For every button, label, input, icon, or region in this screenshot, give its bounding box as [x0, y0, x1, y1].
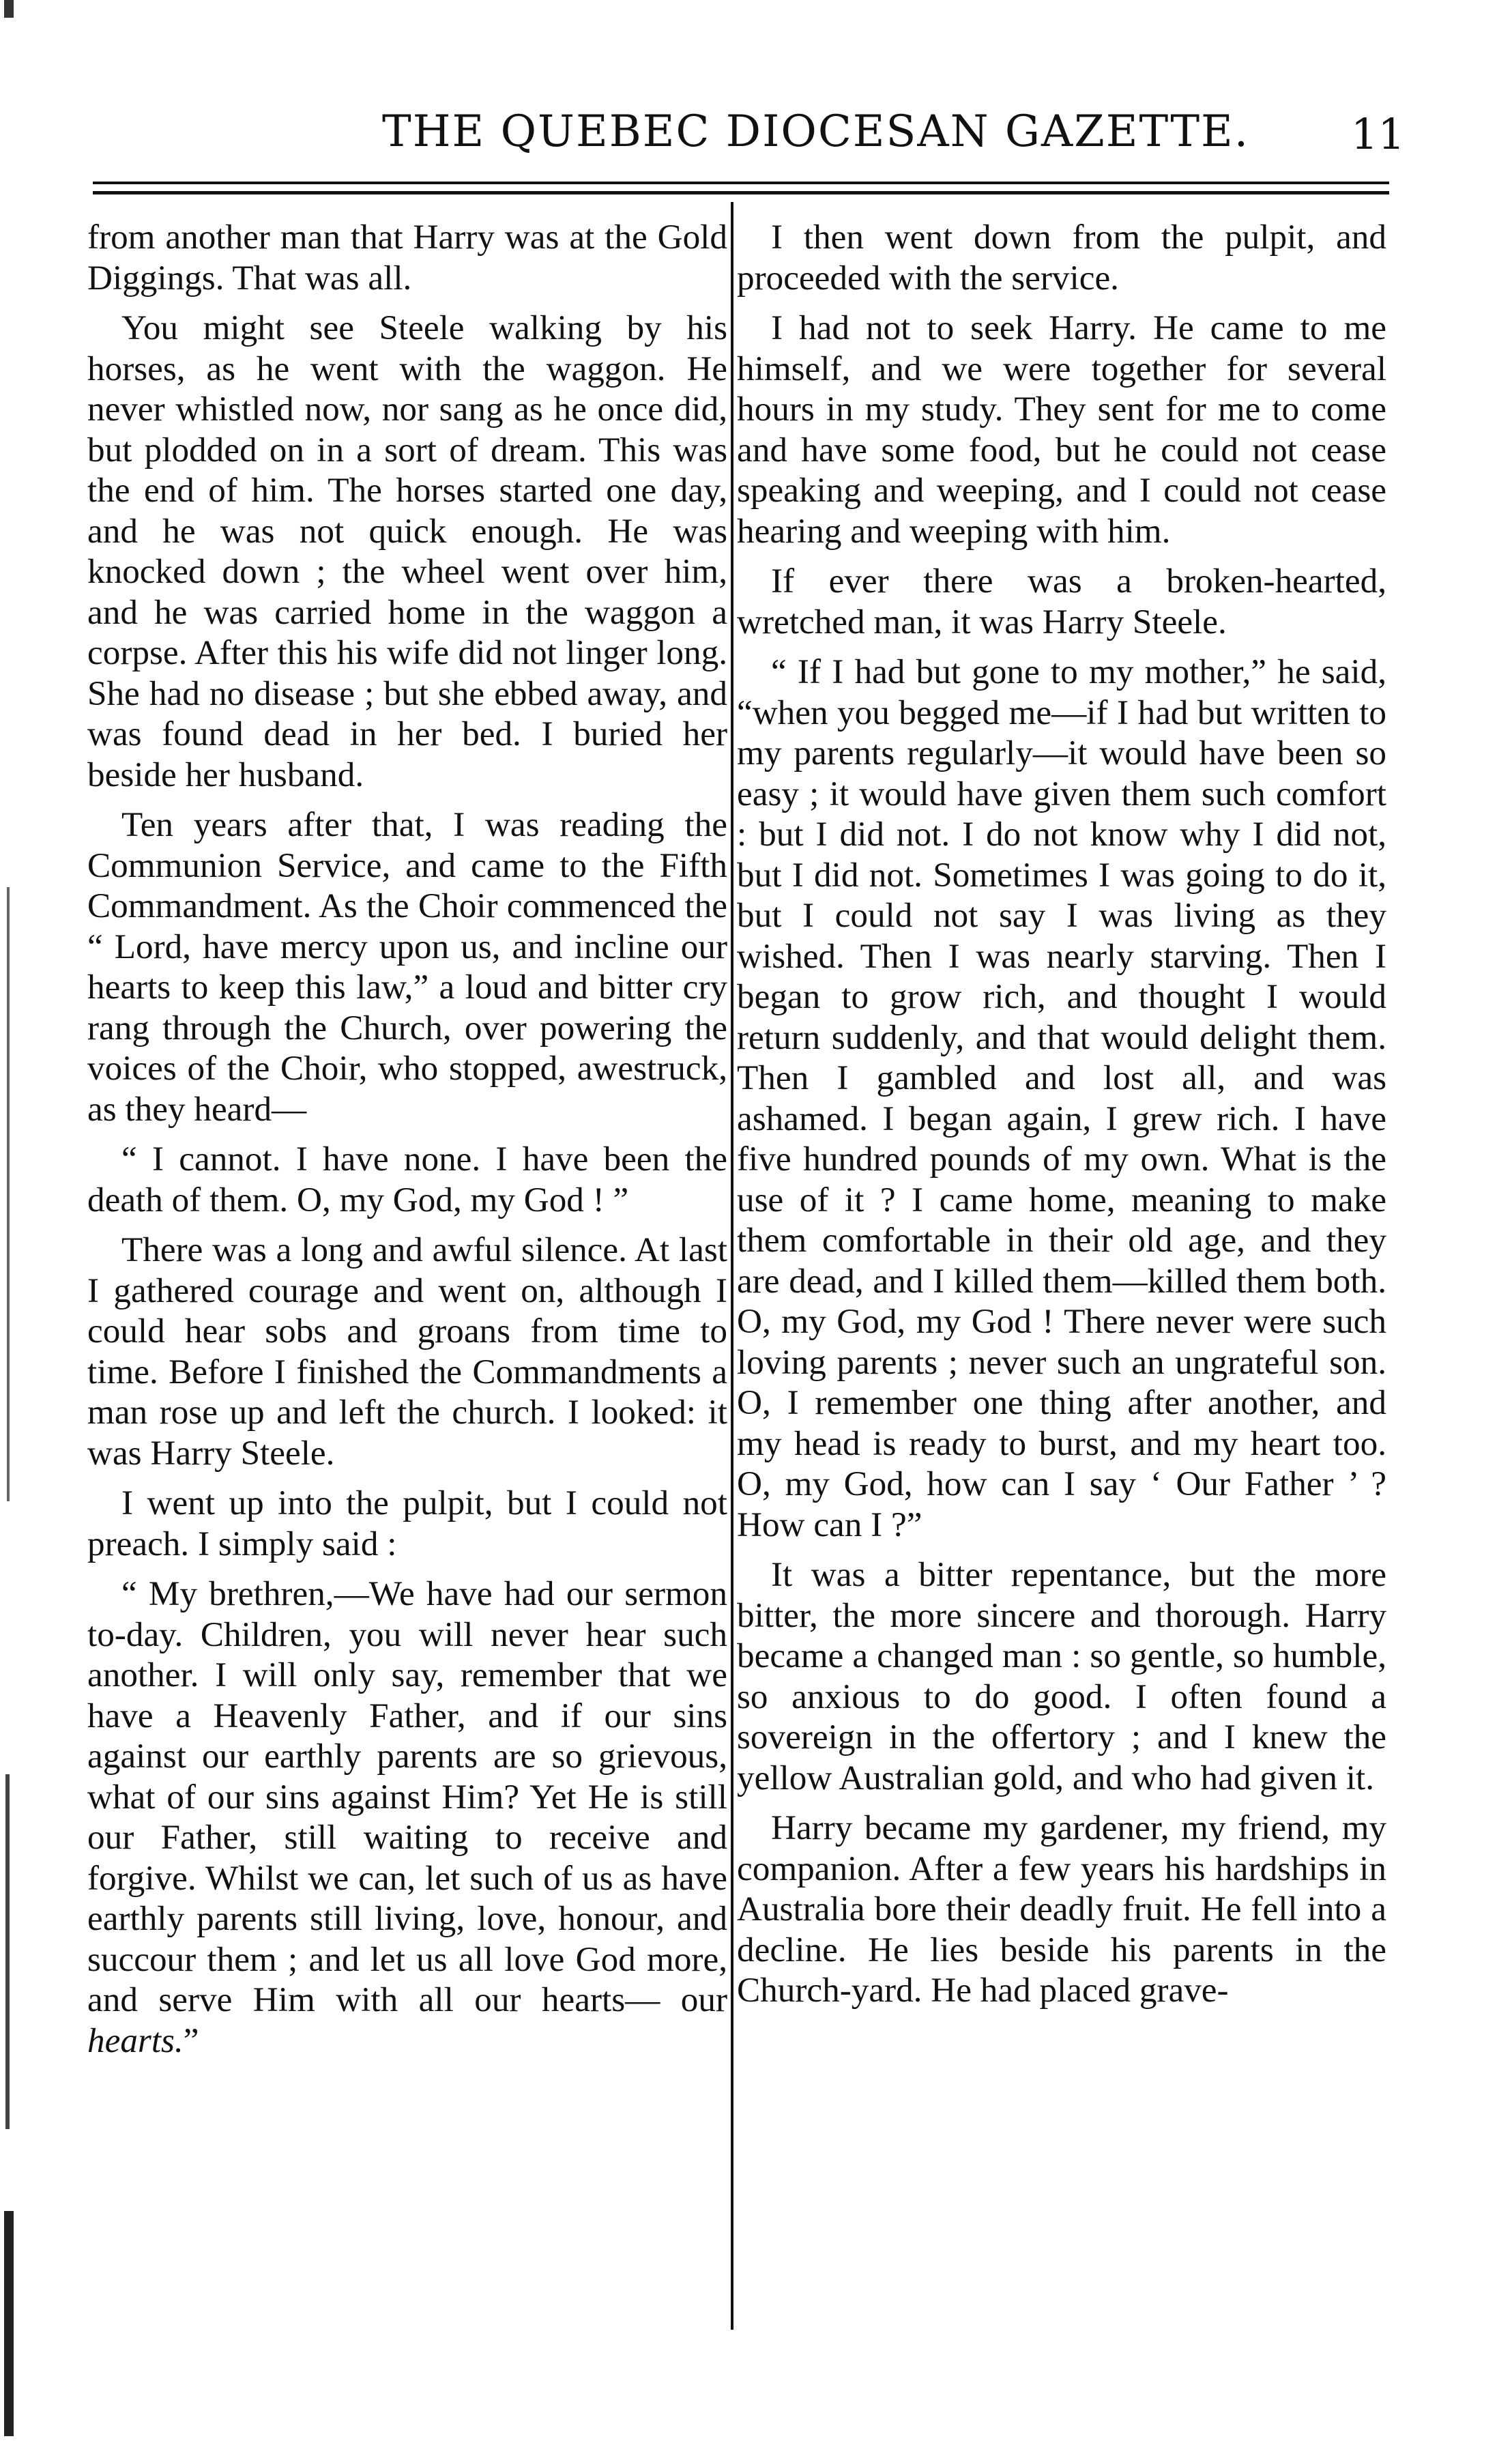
- paragraph: “ If I had but gone to my mother,” he said, “when you begged me—if I had but written to my parents regularly—it would have been so easy ; it would have given them such comfort : but I did not. I do not know why I did not, but I did not. Sometimes I was going to do it, but I could not say I was living as they wished. Then I was nearly starving. Then I began to grow rich, and thought I would return suddenly, and that would delight them. Then I gambled and lost all, and was ashamed. I began again, I grew rich. I have five hundred pounds of my own. What is the use of it ? I came home, meaning to make them comfortable in their old age, and they are dead, and I killed them—killed them both. O, my God, my God ! There never were such loving parents ; never such an ungrateful son. O, I remember one thing after another, and my head is ready to burst, and my heart too. O, my God, how can I say ‘ Our Father ’ ? How can I ?”: [737, 652, 1386, 1544]
- page-number: 11: [1351, 109, 1405, 159]
- closing-quote: ”: [183, 2021, 199, 2060]
- binding-edge-marks: [3, 0, 30, 2443]
- paragraph: I went up into the pulpit, but I could not preach. I simply said :: [87, 1484, 727, 1563]
- paragraph: from another man that Harry was at the Gold Diggings. That was all.: [87, 218, 727, 298]
- paragraph: “ I cannot. I have none. I have been the death of them. O, my God, my God ! ”: [87, 1140, 727, 1219]
- right-column: [737, 217, 1386, 2021]
- paragraph-text: “ My brethren,—We have had our sermon to-day. Children, you will never hear such another. I will only say, remember that we have a Heavenly Father, and if our sins against our earthly parents are so grievous, what of our sins against Him? Yet He is still our Father, still waiting to receive and forgive. Whilst we can, let such of us as have earthly parents still living, love, honour, and succour them ; and let us all love God more, and serve Him with all our hearts— our: [87, 1574, 727, 2019]
- page-title: THE QUEBEC DIOCESAN GAZETTE.: [382, 106, 1250, 157]
- header-rule-top: [93, 182, 1389, 184]
- paragraph-closing: [87, 1574, 727, 2061]
- paragraph: Harry became my gardener, my friend, my companion. After a few years his hardships in Australia bore their deadly fruit. He fell into a decline. He lies beside his parents in the Church-yard. He had placed grave-: [737, 1808, 1386, 2010]
- paragraph: It was a bitter repentance, but the more bitter, the more sincere and thorough. Harry became a changed man : so gentle, so humble, so anxious to do good. I often found a sovereign in the offertory ; and I knew the yellow Australian gold, and who had given it.: [737, 1555, 1386, 1797]
- paragraph: Ten years after that, I was reading the Communion Service, and came to the Fifth Commandment. As the Choir commenced the “ Lord, have mercy upon us, and incline our hearts to keep this law,” a loud and bitter cry rang through the Church, over powering the voices of the Choir, who stopped, awestruck, as they heard—: [87, 805, 727, 1129]
- paragraph: I had not to seek Harry. He came to me himself, and we were together for several hours in my study. They sent for me to come and have some food, but he could not cease speaking and weeping, and I could not cease hearing and weeping with him.: [737, 308, 1386, 551]
- left-column: [87, 217, 727, 2070]
- emphasis-text: hearts.: [87, 2021, 184, 2060]
- paragraph: You might see Steele walking by his horses, as he went with the waggon. He never whistled now, nor sang as he once did, but plodded on in a sort of dream. This was the end of him. The horses started one day, and he was not quick enough. He was knocked down ; the wheel went over him, and he was carried home in the waggon a corpse. After this his wife did not linger long. She had no disease ; but she ebbed away, and was found dead in her bed. I buried her beside her husband.: [87, 308, 727, 794]
- paragraph: I then went down from the pulpit, and proceeded with the service.: [737, 218, 1386, 298]
- column-divider: [731, 202, 733, 2330]
- header-rule-bottom: [93, 191, 1389, 194]
- paragraph: If ever there was a broken-hearted, wretched man, it was Harry Steele.: [737, 562, 1386, 641]
- paragraph: There was a long and awful silence. At last I gathered courage and went on, although I could hear sobs and groans from time to time. Before I finished the Commandments a man rose up and left the church. I looked: it was Harry Steele.: [87, 1230, 727, 1473]
